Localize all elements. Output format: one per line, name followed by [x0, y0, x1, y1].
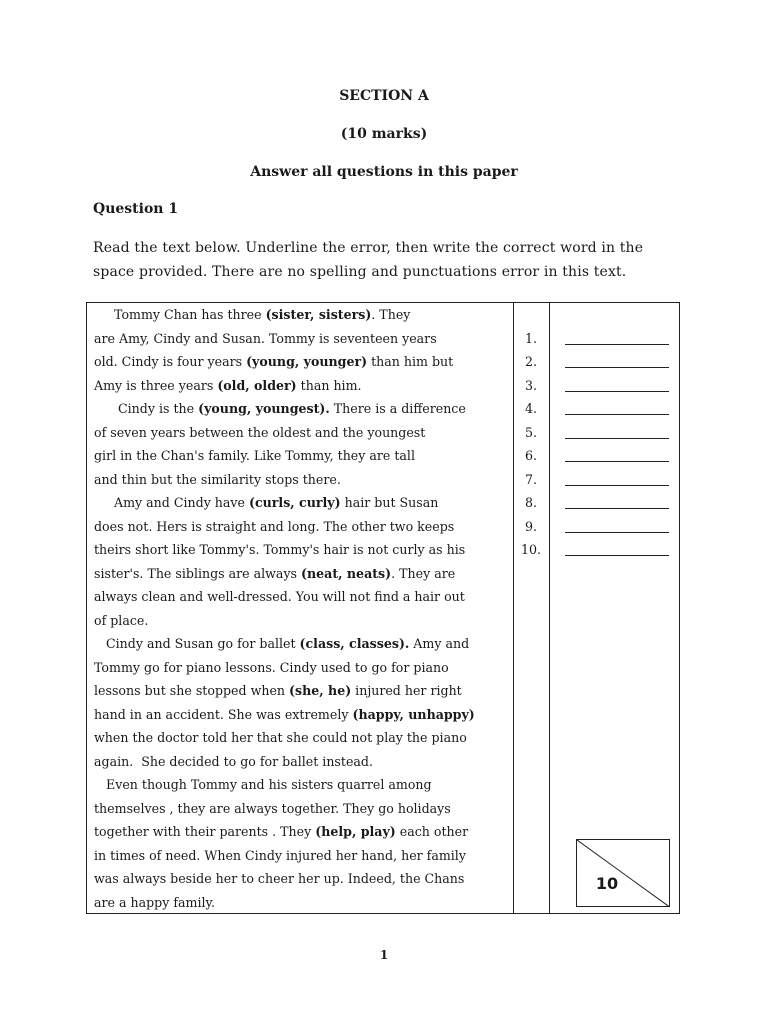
passage-line [94, 303, 506, 327]
column-divider [549, 303, 550, 913]
passage-segment: Amy and Cindy have [94, 495, 249, 510]
passage-segment: sister's. The siblings are always [94, 565, 302, 581]
score-box [576, 839, 670, 907]
passage-segment: injured her right [351, 683, 462, 698]
passage-line [94, 867, 506, 891]
passage-segment: . They are [391, 565, 456, 581]
passage-line [94, 750, 506, 774]
passage-segment: of seven years between the oldest and the youngest [94, 424, 426, 440]
passage-line [94, 844, 506, 868]
column-divider [513, 303, 514, 913]
passage-segment: old. Cindy is four years [94, 354, 247, 369]
passage-line [94, 891, 506, 915]
passage-segment: than him. [296, 377, 362, 393]
passage-line [94, 679, 506, 703]
answer-number: 4. [524, 401, 538, 416]
answer-blank[interactable] [565, 447, 669, 462]
instruction-heading: Answer all questions in this paper [250, 164, 518, 180]
passage-line [94, 421, 506, 445]
passage-line [94, 703, 506, 727]
passage-line [94, 468, 506, 492]
section-heading: SECTION A [339, 88, 429, 104]
answer-blank[interactable] [565, 518, 669, 533]
passage-segment: in times of need. When Cindy injured her hand, her family [94, 847, 466, 863]
passage-line [94, 773, 506, 797]
passage-segment: Tommy go for piano lessons. Cindy used to go for piano [94, 659, 449, 675]
answer-number: 3. [524, 377, 538, 393]
passage-segment: when the doctor told her that she could not play the piano [94, 730, 467, 745]
option-choice: (young, younger) [246, 354, 368, 369]
answer-number: 5. [524, 424, 538, 440]
passage-segment: hand in an accident. She was extremely [94, 706, 353, 722]
answer-number: 10. [520, 542, 542, 557]
passage-line [94, 491, 506, 515]
option-choice: (sister, sisters) [265, 307, 372, 322]
passage-segment: are a happy family. [94, 894, 215, 910]
passage-segment: girl in the Chan's family. Like Tommy, they are tall [94, 448, 415, 463]
answer-number: 2. [524, 354, 538, 369]
passage-segment: each other [395, 824, 469, 839]
passage-line [94, 350, 506, 374]
question-table [86, 302, 680, 914]
passage-segment: Amy is three years [94, 377, 218, 393]
option-choice: (help, play) [315, 824, 396, 839]
passage-line [94, 562, 506, 586]
passage-segment: of place. [94, 612, 149, 628]
passage-segment: Tommy Chan has three [94, 307, 266, 322]
score-total: 10 [595, 874, 619, 893]
passage-line [94, 609, 506, 633]
passage-segment: Amy and [409, 636, 470, 651]
passage-line [94, 397, 506, 421]
passage-segment: Cindy is the [94, 401, 199, 416]
option-choice: (curls, curly) [249, 495, 341, 510]
answer-number: 7. [524, 471, 538, 487]
answer-blank[interactable] [565, 424, 669, 439]
answer-number: 8. [524, 495, 538, 510]
page-number: 1 [379, 948, 389, 962]
question-directions: Read the text below. Underline the error, then write the correct word in the space provided. There are no spelling and punctuations error in this text. [93, 240, 644, 280]
passage-line [94, 327, 506, 351]
passage-line [94, 538, 506, 562]
option-choice: (old, older) [217, 377, 297, 393]
passage-segment: together with their parents . They [94, 824, 316, 839]
passage-line [94, 797, 506, 821]
passage-segment: does not. Hers is straight and long. The other two keeps [94, 518, 455, 534]
passage-line [94, 444, 506, 468]
answer-blank[interactable] [565, 494, 669, 509]
option-choice: (young, youngest). [198, 401, 330, 416]
passage-line [94, 726, 506, 750]
passage-segment: hair but Susan [340, 495, 439, 510]
passage-segment: Cindy and Susan go for ballet [94, 636, 300, 651]
passage-line [94, 374, 506, 398]
answer-blank[interactable] [565, 471, 669, 486]
passage-segment: There is a difference [329, 401, 466, 416]
answer-blank[interactable] [565, 377, 669, 392]
passage-segment: than him but [367, 354, 454, 369]
passage-segment: always clean and well-dressed. You will not find a hair out [94, 589, 465, 604]
passage-segment: are Amy, Cindy and Susan. Tommy is seventeen years [94, 330, 437, 346]
question-title: Question 1 [93, 201, 179, 217]
passage-line [94, 656, 506, 680]
option-choice: (class, classes). [299, 636, 410, 651]
passage-segment: and thin but the similarity stops there. [94, 471, 341, 487]
answer-blank[interactable] [565, 400, 669, 415]
answer-number: 1. [524, 330, 538, 346]
passage-line [94, 632, 506, 656]
marks-heading: (10 marks) [340, 126, 428, 142]
answer-blank[interactable] [565, 541, 669, 556]
passage-segment: Even though Tommy and his sisters quarrel among [94, 777, 432, 792]
answer-number: 6. [524, 448, 538, 463]
option-choice: (neat, neats) [301, 565, 392, 581]
passage-line [94, 820, 506, 844]
answer-number: 9. [524, 518, 538, 534]
passage-line [94, 515, 506, 539]
option-choice: (happy, unhappy) [352, 706, 475, 722]
passage-segment: themselves , they are always together. They go holidays [94, 800, 451, 816]
passage-segment: theirs short like Tommy's. Tommy's hair is not curly as his [94, 542, 466, 557]
passage-text [94, 303, 506, 914]
passage-line [94, 585, 506, 609]
answer-blank[interactable] [565, 330, 669, 345]
passage-segment: was always beside her to cheer her up. Indeed, the Chans [94, 871, 465, 886]
option-choice: (she, he) [289, 683, 352, 698]
passage-segment: . They [371, 307, 411, 322]
answer-blank[interactable] [565, 353, 669, 368]
passage-segment: lessons but she stopped when [94, 683, 290, 698]
passage-segment: again. She decided to go for ballet instead. [94, 753, 373, 769]
